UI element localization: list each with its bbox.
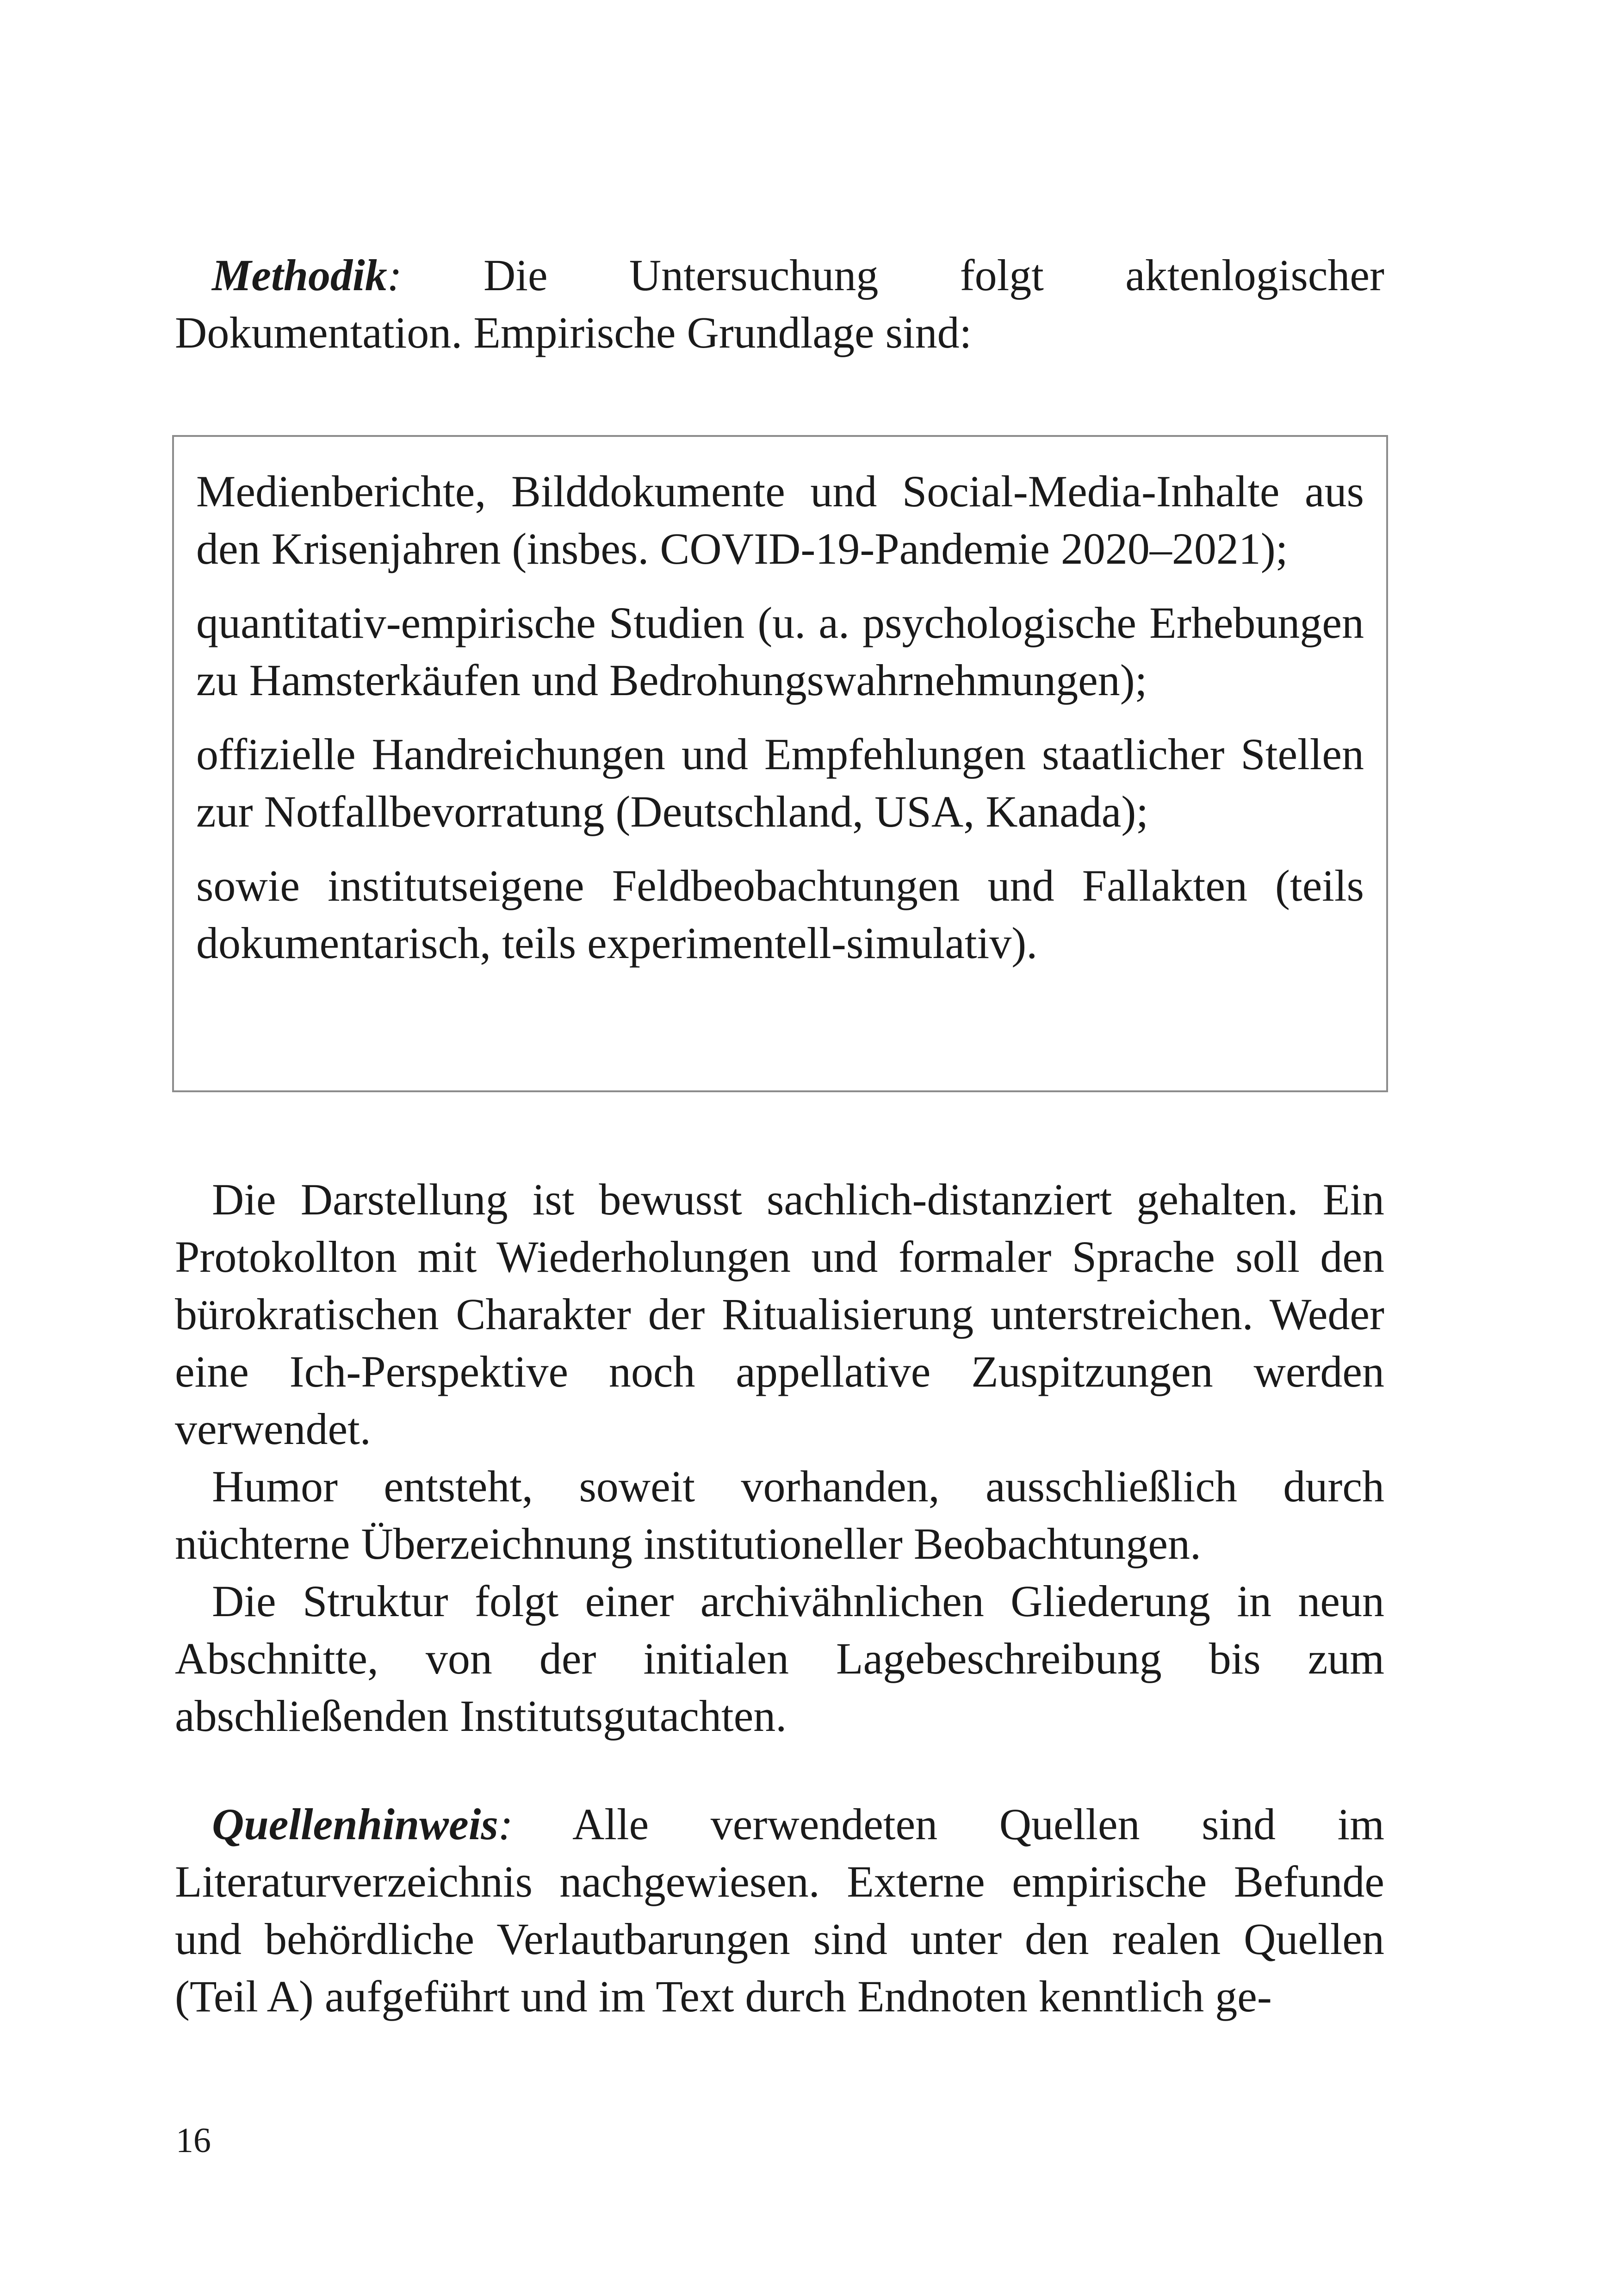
methodik-text: Die Untersuchung folgt aktenlogischer Dokumentation. Empirische Grundlage sind: (175, 250, 1384, 357)
source-item-field-observations: sowie institutseigene Feldbeobachtungen und Fallakten (teils dokumentarisch, teils experimentell-simulativ). (196, 861, 1364, 968)
quellenhinweis-section (175, 1796, 1384, 2025)
methodik-section (175, 247, 1384, 361)
body-section (175, 1171, 1384, 1745)
quellenhinweis-colon: : (498, 1799, 513, 1849)
body-paragraph: Die Darstellung ist bewusst sachlich-distanziert gehalten. Ein Protokollton mit Wiederholungen und formaler Sprache soll den bürokratischen Charakter der Ritualisierung unterstreichen. Weder eine Ich-Perspektive noch appellative Zuspitzungen werden verwendet. (175, 1175, 1384, 1454)
methodik-colon: : (387, 250, 402, 300)
source-item-media: Medienberichte, Bilddokumente und Social-Media-Inhalte aus den Krisenjahren (insbes. COVID-19-Pandemie 2020–2021); (196, 467, 1364, 573)
methodik-paragraph (175, 247, 1384, 361)
quellenhinweis-heading: Quellenhinweis (212, 1799, 498, 1849)
quellenhinweis-paragraph (175, 1796, 1384, 2025)
sources-list (196, 463, 1364, 972)
page-number: 16 (176, 2121, 211, 2160)
sources-box (172, 435, 1388, 1092)
methodik-heading: Methodik (212, 250, 387, 300)
body-paragraph: Die Struktur folgt einer archivähnlichen Gliederung in neun Abschnitte, von der initialen Lagebeschreibung bis zum abschließenden Institutsgutachten. (175, 1576, 1384, 1741)
body-paragraph: Humor entsteht, soweit vorhanden, ausschließlich durch nüchterne Überzeichnung institutioneller Beobachtungen. (175, 1462, 1384, 1568)
source-item-studies: quantitativ-empirische Studien (u. a. psychologische Erhebungen zu Hamsterkäufen und Bedrohungswahrnehmungen); (196, 598, 1364, 705)
source-item-official-guidance: offizielle Handreichungen und Empfehlungen staatlicher Stellen zur Notfallbevorratung (Deutschland, USA, Kanada); (196, 729, 1364, 836)
quellenhinweis-text: Alle verwendeten Quellen sind im Literaturverzeichnis nachgewiesen. Externe empirische Befunde und behördliche Verlautbarungen sind unter den realen Quellen (Teil A) aufgeführt und im Text durch Endnoten kenntlich ge- (175, 1799, 1384, 2021)
